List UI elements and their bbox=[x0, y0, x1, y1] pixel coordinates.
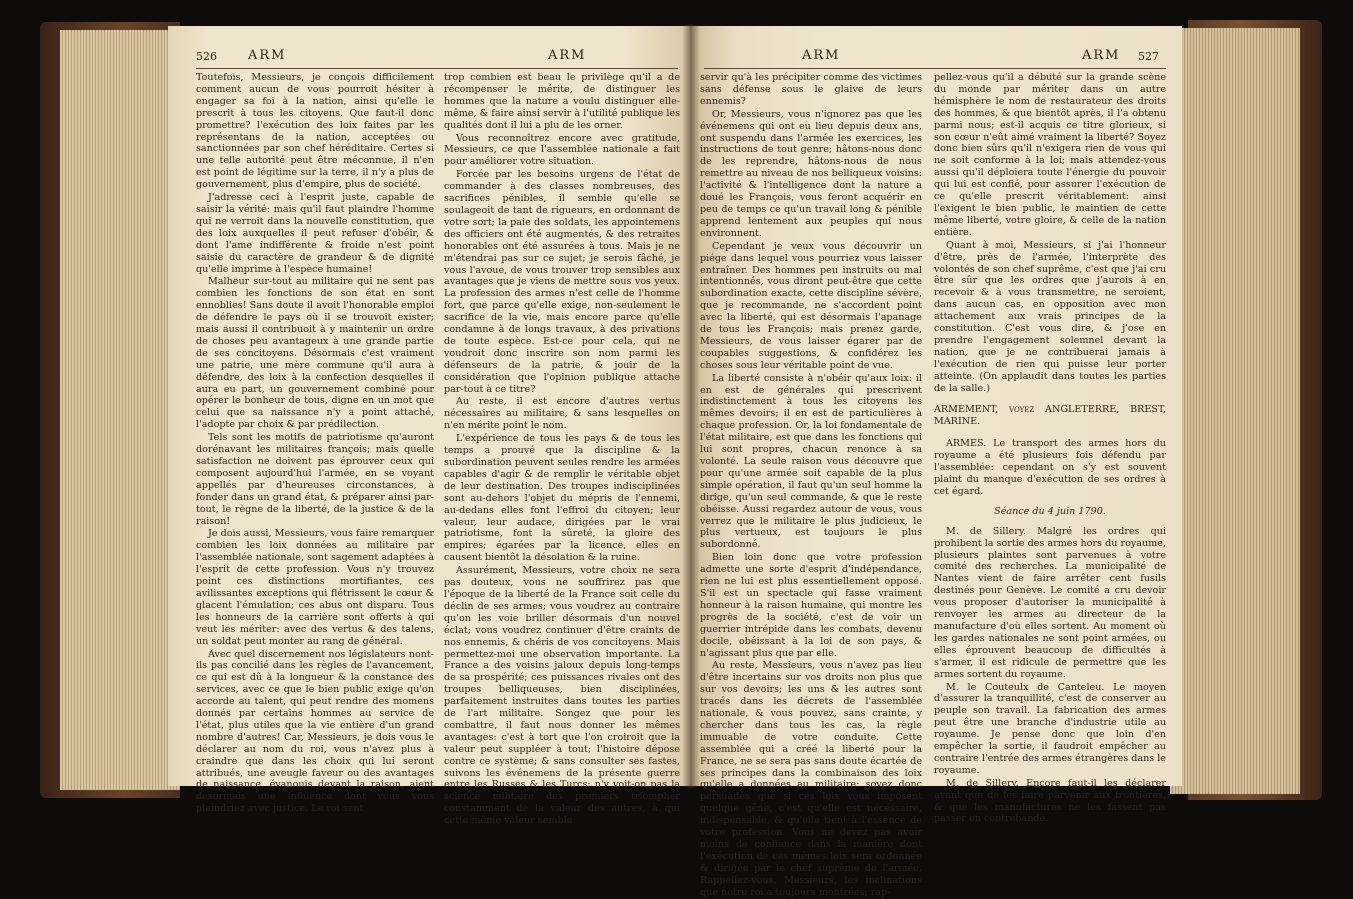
paragraph: Tels sont les motifs de patriotisme qu'auront dorénavant les militaires françois; mais quelle satisfaction ne doivent pas éprouver ceux qui composent aujourd'hui l'armée, en se voyant appellés par d'heureuses circonstances, à fonder dans un grand état, & préparer ainsi par-tout, le règne de la liberté, de la justice & de la raison! bbox=[196, 432, 434, 527]
paragraph: Au reste, il est encore d'autres vertus nécessaires au militaire, & sans lesquelles on n'en mérite point le nom. bbox=[444, 396, 680, 432]
right-page-number: 527 bbox=[1138, 50, 1159, 63]
left-page-column-2 bbox=[444, 72, 680, 827]
page-edges-left bbox=[60, 30, 180, 790]
paragraph: Malheur sur-tout au militaire qui ne sent pas combien les fonctions de son état en sont ennoblies! Sans doute il avoit l'honorable emploi de défendre le pays où il se trouvoit exister; mais aussi il contribuoit à y maintenir un ordre de choses peu avantageux à une grande partie de ses concitoyens. Désormais c'est vraiment une patrie, une mère commune qu'il aura à défendre, des loix à la confection desquelles il aura eu part, un gouvernement combiné pour opérer le bonheur de tous, digne en un mot que celui que sa naissance n'y a point attaché, l'adopte par choix & par prédilection. bbox=[196, 276, 434, 431]
right-page-column-2 bbox=[934, 72, 1166, 825]
paragraph: M. de Sillery. Encore faut-il les déclarer avant que de les faire parvenir aux frontières, & que les manufactures ne les fassent pas passer en contrebande. bbox=[934, 777, 1166, 825]
paragraph: M. de Sillery. Malgré les ordres qui prohibent la sortie des armes hors du royaume, plusieurs plaintes sont parvenues à votre comité des recherches. La municipalité de Nantes vient de faire arrêter cent fusils destinés pour Genève. Le comité a cru devoir vous proposer d'autoriser la municipalité à renvoyer les armes au directeur de la manufacture d'où elles sortent. Au moment où les gardes nationales ne sont point armées, ou elles éprouvent beaucoup de difficultés à s'armer, il est ridicule de permettre que les armes sortent du royaume. bbox=[934, 525, 1166, 680]
paragraph: J'adresse ceci à l'esprit juste, capable de saisir la vérité: mais qu'il faut plaindre l'homme qui ne verroit dans la nouvelle constitution, que des loix auxquelles il peut refuser d'obéir, & dont l'ame indifférente & froide n'est point saisie du caractère de grandeur & de dignité qu'elle imprime à l'espèce humaine! bbox=[196, 192, 434, 275]
paragraph: M. le Couteulx de Canteleu. Le moyen d'assurer la tranquillité, c'est de conserver au peuple son travail. La fabrication des armes peut être une branche d'industrie utile au royaume. Je pense donc que loin d'en empêcher la sortie, il faudroit empêcher au contraire l'entrée des armes étrangères dans le royaume. bbox=[934, 681, 1166, 776]
right-page bbox=[690, 26, 1182, 898]
paragraph: Bien loin donc que votre profession admette une sorte d'esprit d'indépendance, rien ne lui est plus essentiellement opposé. S'il est un spectacle qui fasse vraiment honneur à la raison humaine, qui montre les progrès de la société, c'est de voir un guerrier intrépide dans les combats, devenu docile, obéissant à la loi de son pays, & n'agissant plus que par elle. bbox=[700, 552, 922, 659]
paragraph: Avec quel discernement nos législateurs nont-ils pas concilié dans les règles de l'avancement, ce qui est dû à la longueur & la constance des services, avec ce que le bien public exige qu'on accorde au talent, qui peut rendre des momens donnés par certains hommes au service de l'état, plus utiles que la vie entière d'un grand nombre d'autres! Car, Messieurs, je dois vous le déclarer au nom du roi, vous n'avez plus à craindre que dans les choix qui lui seront attribués, une aveugle faveur ou des avantages de naissance, évanouis devant la raison, aient désormais une influence dont vous vous plaindriez avec justice. Le roi sent bbox=[196, 648, 434, 815]
paragraph: Vous reconnoîtrez encore avec gratitude, Messieurs, ce que l'assemblée nationale a fait pour améliorer votre situation. bbox=[444, 132, 680, 168]
paragraph: Je dois aussi, Messieurs, vous faire remarquer combien les loix données au militaire par l'assemblée nationale, sont sagement adaptées à l'esprit de cette profession. Vous n'y trouvez point ces distinctions mortifiantes, ces avilissantes exceptions qui flétrissent le cœur & glacent l'émulation; ces abus ont disparu. Tous les honneurs de la carrière sont offerts à qui veut les mériter: avec des vertus & des talens, un soldat peut monter au rang de général. bbox=[196, 528, 434, 647]
paragraph: Forcée par les besoins urgens de l'état de commander à des classes nombreuses, des sacrifices pénibles, il semble qu'elle se soulageoit de tant de rigueurs, en ordonnant de votre sort; la paie des soldats, les appointemens des officiers ont été augmentés, & des retraites honorables ont été assurées à tous. Mais je ne m'étendrai pas sur ce sujet; je serois fâché, je vous l'avoue, de vous trouver trop sensibles aux avantages que je viens de mettre sous vos yeux. La profession des armes n'est celle de l'homme fort, que parce qu'elle exige, non-seulement le sacrifice de la vie, mais encore parce qu'elle condamne à de longs travaux, à des privations de toute espèce. Est-ce pour cela, qui ne voudroit donc inscrire son nom parmi les défenseurs de la patrie, & jouir de la considération que l'opinion publique attache par-tout à ce titre? bbox=[444, 169, 680, 395]
paragraph: trop combien est beau le privilège qu'il a de récompenser le mérite, de distinguer les hommes que la nature a voulu distinguer elle-même, & faire ainsi servir à l'utilité publique les qualités dont il lui a plu de les orner. bbox=[444, 72, 680, 131]
right-page-header-left: ARM bbox=[802, 48, 841, 63]
paragraph: Assurément, Messieurs, votre choix ne sera pas douteux, vous ne souffrirez pas que l'époque de la liberté de la France soit celle du déclin de ses armes; vous voudrez au contraire qu'on les voie briller désormais d'un nouvel éclat; vous voudrez continuer d'être craints de nos ennemis, & chéris de vos concitoyens. Mais permettez-moi une observation importante. La France a des voisins jaloux depuis long-temps de sa prospérité; ces puissances rivales ont des troupes belliqueuses, bien disciplinées, parfaitement instruites dans toutes les parties de l'art militaire. Songez que pour les combattre, il faut nous donner les mêmes avantages: c'est à tort que l'on croiroit que la valeur peut suppléer à tout; l'histoire dépose contre ce système; & sans consulter ses fastes, suivons les événemens de la présente guerre entre les Russes & les Turcs: n'y voit-on pas la science militaire des premiers triompher constamment de la valeur des autres, à qui cette même valeur semble bbox=[444, 565, 680, 827]
entry-armes: ARMES. Le transport des armes hors du royaume a été plusieurs fois défendu par l'assemblée: cependant on s'y est souvent plaint du manque d'exécution de ses ordres à cet égard. bbox=[934, 438, 1166, 497]
left-header-rule bbox=[196, 68, 678, 69]
paragraph: La liberté consiste à n'obéir qu'aux loix: il en est de générales qui prescrivent indistinctement à tous les citoyens les mêmes devoirs; il en est de particulières à chaque profession. Or, la loi fondamentale de l'état militaire, est que dans les fonctions qui lui sont propres, chacun renonce à sa volonté. La seule raison vous découvre que pour qu'une armée soit capable de la plus simple opération, il faut qu'un seul homme la dirige, qu'un seul commande, & que le reste obéisse. Aussi regardez autour de vous, vous verrez que le militaire le plus judicieux, le plus vertueux, est toujours le plus subordonné. bbox=[700, 372, 922, 551]
left-page-number: 526 bbox=[196, 50, 217, 63]
page-edges-right bbox=[1170, 28, 1300, 794]
paragraph: Or, Messieurs, vous n'ignorez pas que les événemens qui ont eu lieu depuis deux ans, ont suspendu dans l'armée les exercices, les instructions de tout genre; hâtons-nous donc de les reprendre, hâtons-nous de nous remettre au niveau de nos belliqueux voisins: l'activité & l'intelligence dont la nature a doué les François, vous feront acquérir en peu de temps ce qu'un travail long & pénible apprend lentement aux peuples qui nous environnent. bbox=[700, 108, 922, 239]
left-page bbox=[168, 26, 696, 827]
paragraph: Toutefois, Messieurs, je conçois difficilement comment aucun de vous pourroit hésiter à engager sa foi à la nation, ainsi qu'elle le prescrit à tous les citoyens. Que faut-il donc promettre? l'exécution des loix faites par les représentans de la nation, acceptées ou sanctionnées par son chef héréditaire. Certes si une telle autorité peut être méconnue, il n'en est point de légitime sur la terre, il n'y a plus de gouvernement, plus d'empire, plus de société. bbox=[196, 72, 434, 191]
paragraph: L'expérience de tous les pays & de tous les temps a prouvé que la discipline & la subordination peuvent seules rendre les armées capables d'agir & de remplir le véritable objet de leur destination. Des troupes indisciplinées sont au-dehors l'objet du mépris de l'ennemi, au-dedans elles font l'effroi du citoyen; leur valeur, leur audace, dirigées par le vrai patriotisme, font la sûreté, la gloire des empires; égarées par la licence, elles en causent bientôt la désolation & la ruine. bbox=[444, 433, 680, 564]
paragraph: servir qu'à les précipiter comme des victimes sans défense sous le glaive de leurs ennemis? bbox=[700, 72, 922, 107]
paragraph: Cependant je veux vous découvrir un piége dans lequel vous pourriez vous laisser entraîner. Des hommes peu instruits ou mal intentionnés, vous diront peut-être que cette subordination exacte, cette discipline sévère, que je recommande, ne s'accordent point avec la liberté, qui est désormais l'apanage de tous les François; mais prenez garde, Messieurs, de vous laisser égarer par de coupables suggestions, & confidérez les choses sous leur véritable point de vue. bbox=[700, 240, 922, 371]
book-gutter bbox=[682, 24, 700, 788]
left-page-header-left: ARM bbox=[248, 48, 287, 63]
session-date: Séance du 4 juin 1790. bbox=[994, 505, 1106, 517]
paragraph: Au reste, Messieurs, vous n'avez pas lieu d'être incertains sur vos droits non plus que sur vos devoirs; les uns & les autres sont tracés dans les décrets de l'assemblée nationale, & vous pouvez, sans crainte, y chercher dans tous les cas, la règle immuable de votre conduite. Cette assemblée qui a créé la liberté pour la France, ne se sera pas sans doute écartée de ses principes dans la combinaison des loix qu'elle a données au militaire: soyez donc persuadés que si ces loix vous imposent quelque gêne, c'est qu'elle est nécessaire, indispensable, & qu'elle tient à l'essence de votre profession. Vous ne devez pas avoir moins de confiance dans la manière dont l'exécution de ces mêmes loix sera ordonnée & dirigée par le chef suprême de l'armée. Rappellez-vous, Messieurs, les inclinations que notre roi a toujours montrées; rap- bbox=[700, 660, 922, 898]
paragraph: pellez-vous qu'il a débuté sur la grande scène du monde par mériter dans un autre hémisphère le nom de restaurateur des droits des hommes, & que bientôt après, il l'a obtenu parmi nous; est-il acquis ce titre glorieux, si son cœur n'eût aimé vraiment la liberté? Soyez donc bien sûrs qu'il n'exigera rien de vous qui ne soit conforme à la loi; mais attendez-vous aussi qu'il déploiera toute l'énergie du pouvoir qui lui est confié, pour assurer l'exécution de ce qu'elle prescrit véritablement: ainsi l'exigent le bien public, le maintien de cette même liberté, votre gloire, & celle de la nation entière. bbox=[934, 72, 1166, 238]
right-header-rule bbox=[704, 68, 1166, 69]
right-page-header-right: ARM bbox=[1082, 48, 1121, 63]
left-page-header-right: ARM bbox=[548, 48, 587, 63]
paragraph: Quant à moi, Messieurs, si j'ai l'honneur d'être, près de l'armée, l'interprète des volontés de son chef suprême, c'est que j'ai cru être sûr que les ordres que j'aurois à en recevoir & à vous transmettre, ne seroient, dans aucun cas, en opposition avec mon attachement aux vrais principes de la constitution. C'est vous dire, & j'ose en prendre l'engagement solemnel devant la nation, que je ne contribuerai jamais à l'exécution de rien qui puisse leur porter atteinte. (On applaudit dans toutes les parties de la salle.) bbox=[934, 239, 1166, 394]
left-page-column-1 bbox=[196, 72, 434, 815]
entry-armement: ARMEMENT, voyez ANGLETERRE, BREST, MARINE. bbox=[934, 404, 1166, 428]
right-page-column-1 bbox=[700, 72, 922, 898]
